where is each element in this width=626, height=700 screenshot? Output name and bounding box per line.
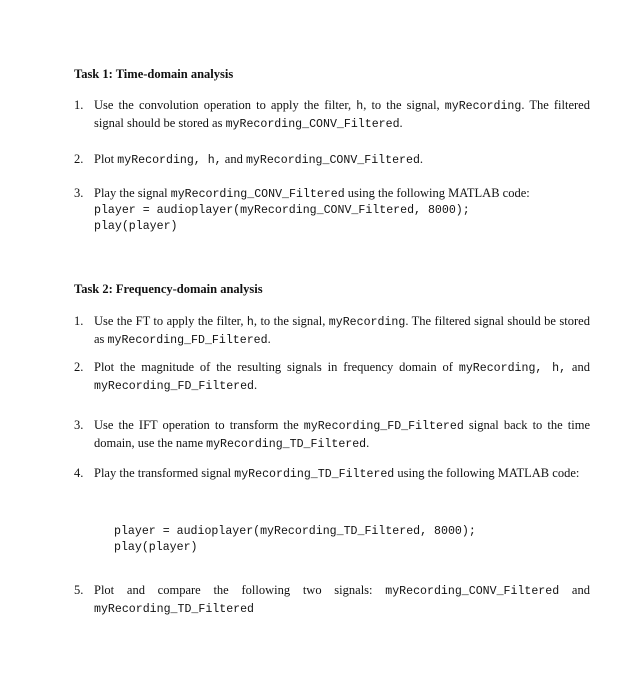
code-inline: myRecording, h, [458, 362, 567, 375]
code-inline: myRecording_FD_Filtered [94, 380, 255, 393]
code-inline: myRecording_FD_Filtered [107, 334, 268, 347]
code-line: play(player) [94, 220, 178, 233]
item-number: 3. [74, 186, 84, 200]
text: , to the signal, [253, 314, 329, 328]
text: and [559, 583, 590, 597]
code-inline: myRecording_TD_Filtered [206, 438, 367, 451]
code-inline: myRecording [328, 316, 406, 329]
code-inline: myRecording_CONV_Filtered [385, 585, 560, 598]
code-inline: myRecording_CONV_Filtered [225, 118, 400, 131]
code-inline: myRecording_CONV_Filtered [245, 154, 420, 167]
text: Plot the magnitude of the resulting signals in frequency domain of [94, 360, 459, 374]
text: . [254, 378, 258, 392]
text: using the following MATLAB code: [394, 466, 580, 480]
text: . [366, 436, 370, 450]
code-inline: myRecording_CONV_Filtered [170, 188, 345, 201]
text: Use the FT to apply the filter, [94, 314, 247, 328]
text: signal back to the time domain, use the name [94, 418, 591, 450]
item-number: 2. [74, 152, 84, 166]
code-inline: h [246, 316, 254, 329]
code-inline: h [356, 100, 364, 113]
task1-item-1 [74, 97, 590, 133]
item-number: 1. [74, 98, 84, 112]
code-line: player = audioplayer(myRecording_CONV_Filtered, 8000); [94, 204, 470, 217]
task2-item-3 [74, 417, 590, 453]
text: . The filtered signal should be stored as [94, 98, 590, 130]
text: Plot [94, 152, 118, 166]
text: . [267, 332, 271, 346]
task2-item-2 [74, 359, 590, 395]
code-line: player = audioplayer(myRecording_TD_Filtered, 8000); [114, 525, 476, 538]
text: , to the signal, [363, 98, 445, 112]
text: Play the signal [94, 186, 171, 200]
text: . [399, 116, 403, 130]
task1-title: Task 1: Time-domain analysis [74, 67, 234, 81]
text: using the following MATLAB code: [344, 186, 530, 200]
code-inline: myRecording_TD_Filtered [234, 468, 395, 481]
text: Use the IFT operation to transform the [94, 418, 304, 432]
item-number: 5. [74, 583, 84, 597]
text: Use the convolution operation to apply the filter, [94, 98, 357, 112]
item-number: 4. [74, 466, 84, 480]
text: Plot and compare the following two signals: [94, 583, 386, 597]
text: Play the transformed signal [94, 466, 235, 480]
text: . [419, 152, 424, 166]
item-number: 1. [74, 314, 84, 328]
code-inline: myRecording [444, 100, 522, 113]
task2-title: Task 2: Frequency-domain analysis [74, 282, 263, 296]
task2-item-4 [74, 465, 590, 483]
task1-item-3 [74, 185, 590, 235]
task2-item-1 [74, 313, 590, 349]
code-inline: myRecording_TD_Filtered [94, 603, 255, 616]
task2-item-5 [74, 582, 590, 618]
text: and [566, 360, 590, 374]
code-line: play(player) [114, 541, 198, 554]
item-number: 3. [74, 418, 84, 432]
code-inline: myRecording, h, [117, 154, 222, 167]
item-number: 2. [74, 360, 84, 374]
task1-item-2 [74, 151, 590, 169]
code-inline: myRecording_FD_Filtered [303, 420, 464, 433]
text: . The filtered signal should be stored as [94, 314, 590, 346]
text: and [221, 152, 246, 166]
